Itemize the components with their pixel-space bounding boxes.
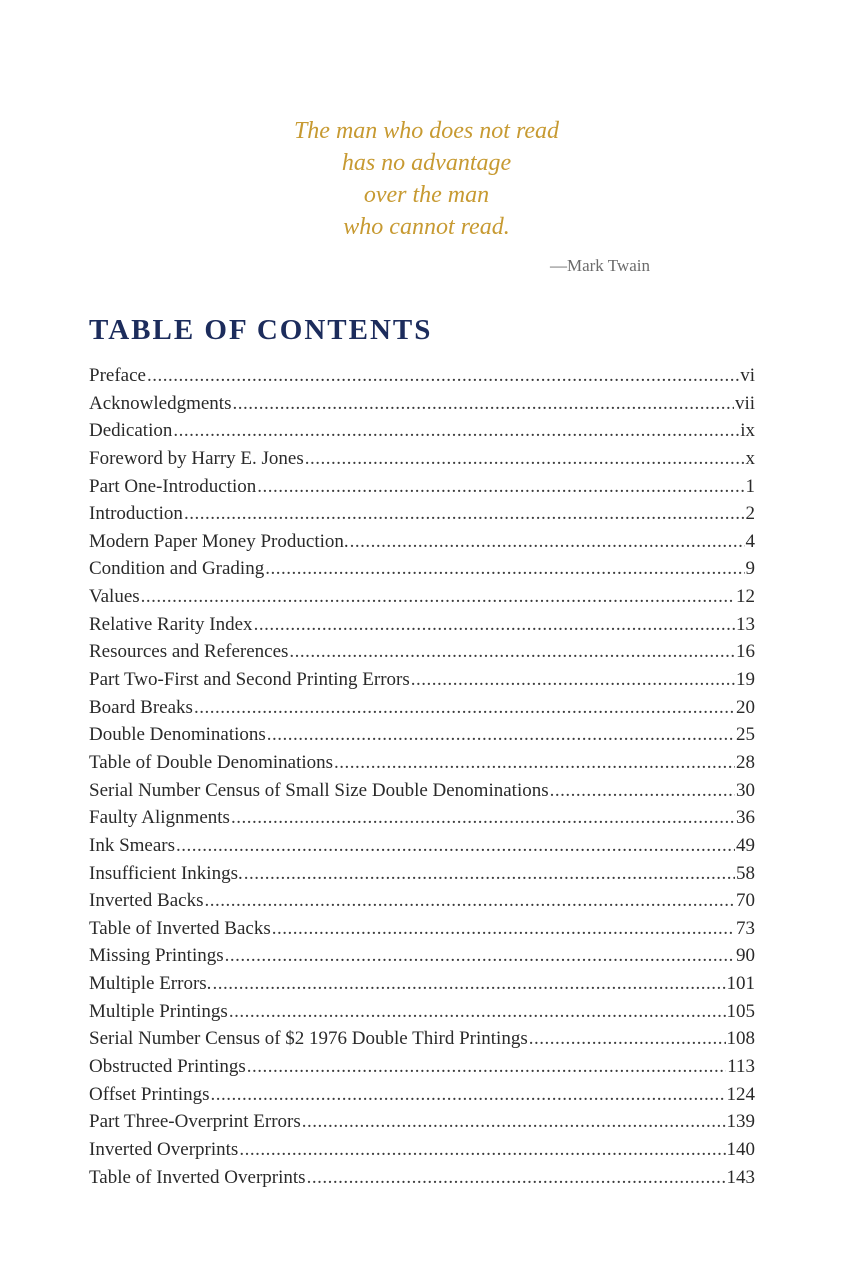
toc-entry-leader bbox=[411, 669, 735, 691]
toc-entry bbox=[89, 890, 755, 918]
toc-entry bbox=[89, 669, 755, 697]
toc-entry-title: Serial Number Census of Small Size Double Denominations bbox=[89, 779, 549, 801]
toc-entry bbox=[89, 1001, 755, 1029]
toc-entry bbox=[89, 1056, 755, 1084]
toc-entry-page: 4 bbox=[745, 530, 755, 552]
toc-entry-page: 9 bbox=[745, 558, 755, 580]
toc-entry bbox=[89, 503, 755, 531]
toc-heading: TABLE OF CONTENTS bbox=[89, 314, 433, 346]
toc-entry-page: 49 bbox=[736, 834, 755, 856]
toc-entry bbox=[89, 752, 755, 780]
toc-entry-title: Insufficient Inkings. bbox=[89, 862, 243, 884]
toc-entry-title: Multiple Errors. bbox=[89, 973, 212, 995]
toc-entry-page: 90 bbox=[736, 945, 755, 967]
toc-entry-title: Introduction bbox=[89, 503, 183, 525]
toc-entry bbox=[89, 973, 755, 1001]
toc-entry-title: Resources and References bbox=[89, 641, 289, 663]
toc-entry-page: 113 bbox=[727, 1056, 755, 1078]
toc-entry-leader bbox=[307, 1167, 726, 1189]
toc-entry bbox=[89, 448, 755, 476]
toc-entry bbox=[89, 863, 755, 891]
toc-entry-title: Offset Printings bbox=[89, 1083, 210, 1105]
toc-entry bbox=[89, 1139, 755, 1167]
toc-entry-page: 124 bbox=[726, 1083, 755, 1105]
toc-entry bbox=[89, 586, 755, 614]
toc-entry-title: Table of Double Denominations bbox=[89, 751, 334, 773]
toc-entry-page: 20 bbox=[736, 696, 755, 718]
toc-entry-page: 73 bbox=[736, 917, 755, 939]
toc-entry-leader bbox=[194, 697, 735, 719]
toc-entry-leader bbox=[267, 724, 735, 746]
toc-entry bbox=[89, 614, 755, 642]
toc-entry-title: Relative Rarity Index bbox=[89, 613, 253, 635]
toc-entry-title: Part One-Introduction bbox=[89, 475, 257, 497]
toc-entry-page: vii bbox=[734, 392, 755, 414]
toc-entry-title: Dedication bbox=[89, 420, 173, 442]
toc-entry-title: Multiple Printings bbox=[89, 1000, 228, 1022]
toc-entry-title: Values bbox=[89, 586, 140, 608]
toc-entry-title: Obstructed Printings bbox=[89, 1056, 246, 1078]
toc-entry-leader bbox=[141, 586, 735, 608]
toc-entry-title: Acknowledgments bbox=[89, 392, 232, 414]
toc-entry bbox=[89, 1028, 755, 1056]
toc-entry-page: 1 bbox=[745, 475, 755, 497]
toc-entry-leader bbox=[550, 780, 735, 802]
toc-entry bbox=[89, 393, 755, 421]
toc-entry-page: 70 bbox=[736, 890, 755, 912]
toc-entry-page: 28 bbox=[736, 751, 755, 773]
toc-entry-page: 105 bbox=[726, 1000, 755, 1022]
toc-entry-leader bbox=[232, 393, 733, 415]
toc-entry bbox=[89, 476, 755, 504]
toc-entry bbox=[89, 641, 755, 669]
toc-list bbox=[89, 365, 755, 1194]
toc-entry-leader bbox=[244, 863, 735, 885]
toc-entry-leader bbox=[350, 531, 745, 553]
toc-entry-leader bbox=[176, 835, 735, 857]
toc-entry-title: Inverted Overprints bbox=[89, 1138, 239, 1160]
toc-entry-page: 108 bbox=[726, 1028, 755, 1050]
toc-entry-page: 101 bbox=[726, 973, 755, 995]
toc-entry-page: 30 bbox=[736, 779, 755, 801]
toc-entry-leader bbox=[225, 945, 735, 967]
toc-entry-leader bbox=[302, 1111, 726, 1133]
toc-entry-leader bbox=[334, 752, 735, 774]
toc-entry-page: 12 bbox=[736, 586, 755, 608]
toc-entry-title: Missing Printings bbox=[89, 945, 224, 967]
epigraph-line: who cannot read. bbox=[343, 214, 510, 240]
toc-entry-leader bbox=[529, 1028, 726, 1050]
toc-entry-leader bbox=[254, 614, 735, 636]
toc-entry-title: Ink Smears bbox=[89, 834, 176, 856]
toc-entry-title: Serial Number Census of $2 1976 Double Third Printings bbox=[89, 1028, 528, 1050]
toc-entry bbox=[89, 835, 755, 863]
toc-entry-page: 19 bbox=[736, 669, 755, 691]
toc-entry-leader bbox=[231, 807, 735, 829]
toc-entry-leader bbox=[184, 503, 745, 525]
toc-entry-page: 139 bbox=[726, 1111, 755, 1133]
toc-entry bbox=[89, 531, 755, 559]
toc-entry-page: 25 bbox=[736, 724, 755, 746]
toc-entry-title: Part Three-Overprint Errors bbox=[89, 1111, 301, 1133]
toc-entry-leader bbox=[173, 420, 739, 442]
toc-entry bbox=[89, 945, 755, 973]
toc-entry bbox=[89, 807, 755, 835]
toc-entry-leader bbox=[289, 641, 735, 663]
toc-entry-leader bbox=[257, 476, 744, 498]
epigraph-line: has no advantage bbox=[341, 150, 512, 176]
epigraph-line: The man who does not read bbox=[293, 118, 560, 144]
toc-entry-leader bbox=[229, 1001, 726, 1023]
toc-entry-leader bbox=[272, 918, 735, 940]
toc-entry bbox=[89, 558, 755, 586]
epigraph-attribution: —Mark Twain bbox=[549, 256, 650, 275]
toc-entry bbox=[89, 780, 755, 808]
toc-entry bbox=[89, 724, 755, 752]
toc-entry bbox=[89, 365, 755, 393]
toc-entry-page: x bbox=[745, 447, 755, 469]
toc-entry-page: 2 bbox=[745, 503, 755, 525]
toc-entry-title: Double Denominations bbox=[89, 724, 266, 746]
toc-entry-page: 58 bbox=[736, 862, 755, 884]
toc-entry-leader bbox=[305, 448, 745, 470]
toc-entry-page: 140 bbox=[726, 1138, 755, 1160]
toc-entry-page: 16 bbox=[736, 641, 755, 663]
toc-entry-leader bbox=[265, 558, 744, 580]
toc-entry-title: Condition and Grading bbox=[89, 558, 265, 580]
toc-entry bbox=[89, 1084, 755, 1112]
toc-entry bbox=[89, 918, 755, 946]
toc-entry-title: Foreword by Harry E. Jones bbox=[89, 447, 304, 469]
toc-entry-page: 13 bbox=[736, 613, 755, 635]
toc-entry-page: vi bbox=[740, 365, 755, 386]
toc-entry-title: Board Breaks bbox=[89, 696, 193, 718]
toc-entry-title: Faulty Alignments bbox=[89, 807, 230, 829]
toc-entry-title: Modern Paper Money Production. bbox=[89, 530, 349, 552]
toc-entry bbox=[89, 1111, 755, 1139]
toc-entry-leader bbox=[212, 973, 725, 995]
toc-entry-page: ix bbox=[740, 420, 755, 442]
toc-entry-title: Preface bbox=[89, 365, 146, 386]
toc-entry-title: Table of Inverted Backs bbox=[89, 917, 271, 939]
toc-entry bbox=[89, 1167, 755, 1195]
toc-entry-leader bbox=[247, 1056, 726, 1078]
toc-entry-leader bbox=[147, 365, 739, 387]
toc-entry-title: Table of Inverted Overprints bbox=[89, 1166, 306, 1188]
toc-entry-leader bbox=[239, 1139, 725, 1161]
toc-entry-title: Part Two-First and Second Printing Errors bbox=[89, 669, 410, 691]
toc-entry-page: 36 bbox=[736, 807, 755, 829]
epigraph-line: over the man bbox=[363, 182, 490, 208]
toc-entry-leader bbox=[204, 890, 735, 912]
toc-entry bbox=[89, 420, 755, 448]
toc-entry-page: 143 bbox=[726, 1166, 755, 1188]
toc-entry bbox=[89, 697, 755, 725]
toc-entry-leader bbox=[211, 1084, 726, 1106]
epigraph-quote bbox=[0, 115, 853, 243]
toc-entry-title: Inverted Backs bbox=[89, 890, 204, 912]
